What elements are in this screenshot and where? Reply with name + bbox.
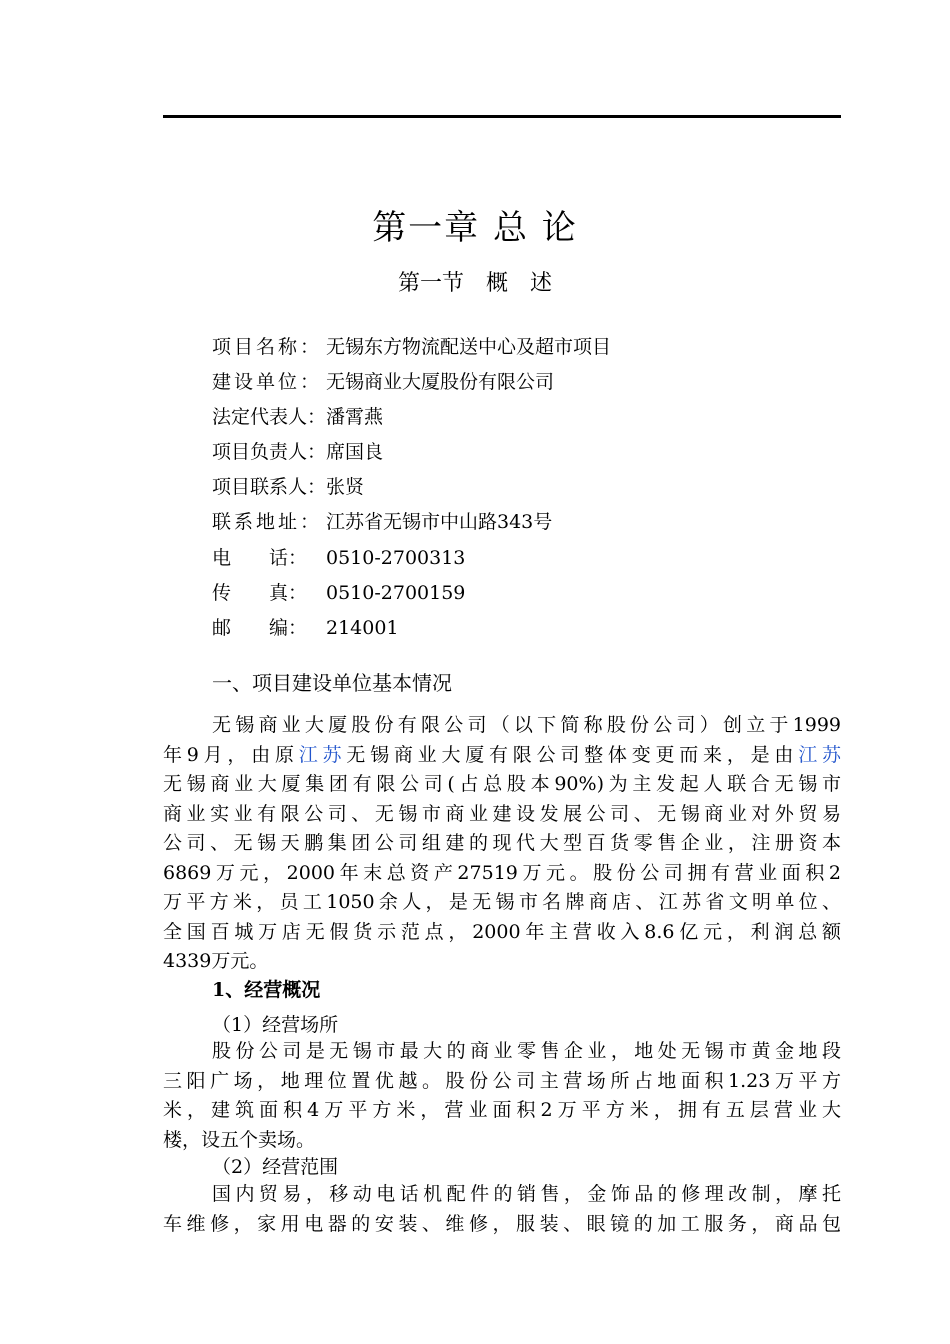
info-value: 潘霄燕 [326,406,384,428]
header-rule [163,115,841,118]
info-value: 张贤 [326,476,365,498]
para-line: 国内贸易，移动电话机配件的销售，金饰品的修理改制，摩托 [212,1183,841,1205]
text-run: 年9月，由原 [163,743,299,766]
info-label: 传 真： [212,582,308,604]
para-line: 车维修，家用电器的安装、维修，服装、眼镜的加工服务，商品包 [163,1212,841,1235]
info-row-project-lead [212,440,383,464]
info-label: 邮 编： [212,617,308,639]
info-row-phone [212,546,465,570]
info-value: 无锡商业大厦股份有限公司 [326,371,555,393]
info-label: 电 话： [212,547,308,569]
para-line: 无锡商业大厦集团有限公司(占总股本90%)为主发起人联合无锡市 [163,773,841,795]
info-label: 项目联系人： [212,476,327,498]
info-label: 联系地址： [212,511,323,533]
info-row-fax [212,581,465,605]
info-value: 席国良 [326,441,384,463]
info-row-project-name [212,335,611,359]
info-row-builder [212,370,554,394]
para-line: 全国百城万店无假货示范点，2000年主营收入8.6亿元，利润总额 [163,920,841,943]
info-value: 214001 [326,617,399,639]
info-label: 项目名称： [212,336,323,358]
para-line: 万平方米，员工1050余人，是无锡市名牌商店、江苏省文明单位、 [163,891,841,913]
info-value: 江苏省无锡市中山路343号 [326,511,553,533]
section-title: 第一节 概 述 [397,271,552,296]
info-label: 项目负责人： [212,441,327,463]
heading-operations: 1、经营概况 [212,979,321,1001]
chapter-title: 第一章 总 论 [372,208,578,248]
info-row-postcode [212,616,399,640]
premises-paragraph [163,1037,841,1155]
info-value: 0510-2700313 [326,547,466,569]
para-line: 4339万元。 [163,950,269,972]
para-line [163,741,841,771]
link-jiangsu[interactable]: 江苏 [798,743,841,766]
para-line: 三阳广场，地理位置优越。股份公司主营场所占地面积1.23万平方 [163,1069,841,1092]
info-label: 法定代表人： [212,406,327,428]
info-label: 建设单位： [212,371,323,393]
para-line: 6869万元，2000年末总资产27519万元。股份公司拥有营业面积2 [163,861,841,884]
info-row-contact [212,475,364,499]
para-line: 股份公司是无锡市最大的商业零售企业，地处无锡市黄金地段 [212,1040,841,1062]
para-line: 米，建筑面积4万平方米，营业面积2万平方米，拥有五层营业大 [163,1099,841,1121]
para-line: 楼，设五个卖场。 [163,1128,316,1151]
subheading-premises: （1）经营场所 [212,1014,339,1036]
heading-basic-info: 一、项目建设单位基本情况 [212,671,452,695]
info-row-address [212,510,552,534]
subheading-scope: （2）经营范围 [212,1156,339,1178]
para-line: 公司、无锡天鹏集团公司组建的现代大型百货零售企业，注册资本 [163,832,841,854]
info-value: 无锡东方物流配送中心及超市项目 [326,336,612,358]
link-jiangsu[interactable]: 江苏 [298,743,347,766]
info-value: 0510-2700159 [326,582,466,604]
info-row-legal-rep [212,405,383,429]
para-line: 无锡商业大厦股份有限公司（以下简称股份公司）创立于1999 [212,714,841,736]
para-line: 商业实业有限公司、无锡市商业建设发展公司、无锡商业对外贸易 [163,802,841,825]
text-run: 无锡商业大厦有限公司整体变更而来，是由 [346,743,799,766]
scope-paragraph [163,1180,841,1239]
intro-paragraph [163,711,841,977]
